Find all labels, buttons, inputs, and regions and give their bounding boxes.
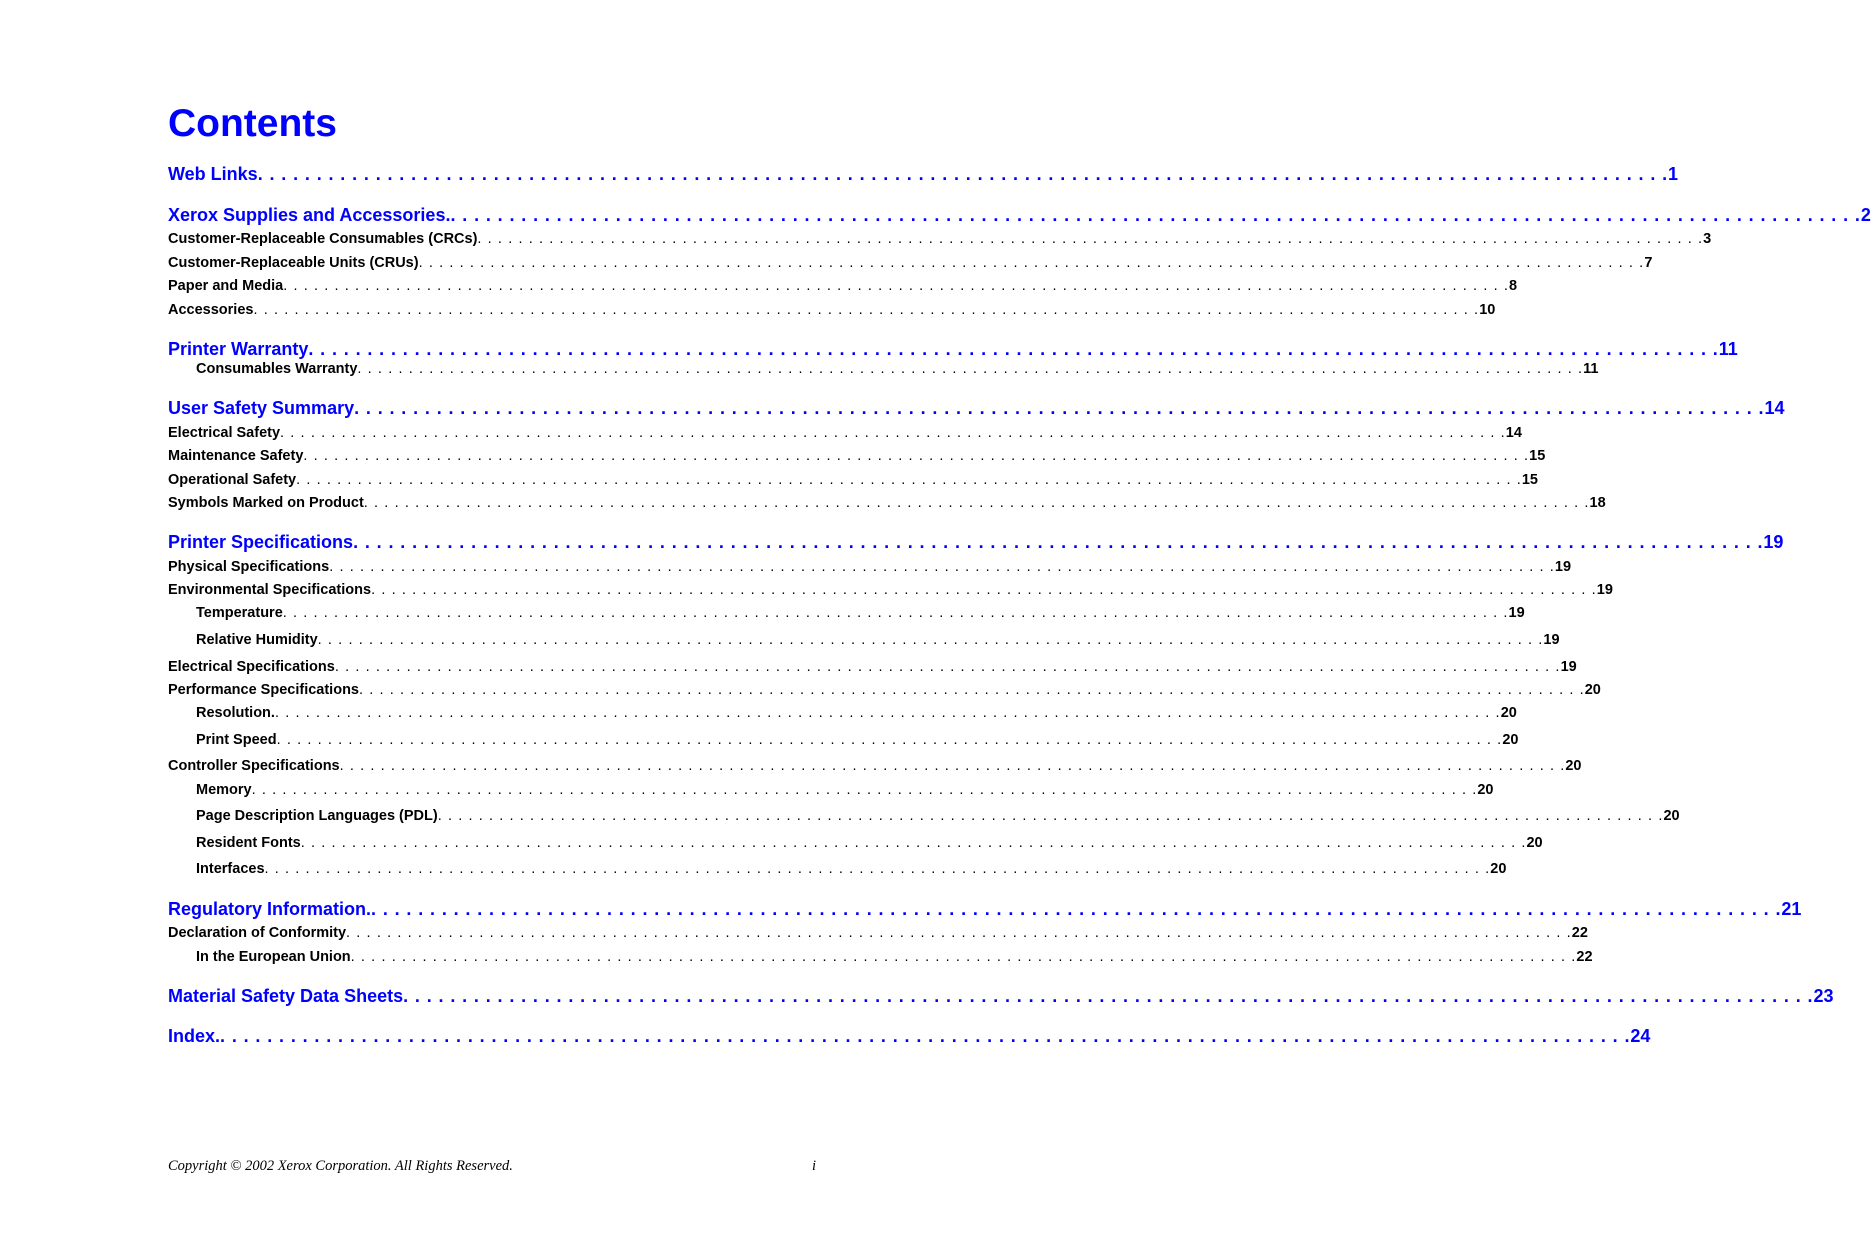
toc-entry[interactable] (168, 898, 1802, 920)
toc-entry-page-number: 19 (1596, 582, 1613, 598)
dot-leader: . . . . . . . . . . . . . . . . . . . . . . . . . . . . . . . . . . . . . . . . . . . . . . . . . . . . . . . . . . . . . . . . . . . . . . . . . . . . . . . . . . . . . . . . . . . . . . . . . . . . . . . . . . . . . . . . . . . . . . . . (282, 605, 1509, 621)
toc-entry-label: Environmental Specifications (168, 582, 372, 598)
toc-entry[interactable] (168, 163, 1679, 185)
toc-entry-label: Resolution. (196, 705, 275, 721)
dot-leader: . . . . . . . . . . . . . . . . . . . . . . . . . . . . . . . . . . . . . . . . . . . . . . . . . . . . . . . . . . . . . . . . . . . . . . . . . . . . . . . . . . . . . . . . . . . . . . . . . . . . . . . . . . . . . . . . . . . . . . . . (353, 532, 1764, 552)
toc-entry-label: Paper and Media (168, 278, 284, 294)
dot-leader: . . . . . . . . . . . . . . . . . . . . . . . . . . . . . . . . . . . . . . . . . . . . . . . . . . . . . . . . . . . . . . . . . . . . . . . . . . . . . . . . . . . . . . . . . . . . . . . . . . . . . . . . . . . . . . . . . . . . . . . . (346, 925, 1572, 941)
toc-entry[interactable] (168, 424, 1522, 442)
toc-entry[interactable] (196, 704, 1517, 722)
toc-entry[interactable] (168, 397, 1785, 419)
toc-entry-page-number: 20 (1663, 808, 1680, 824)
dot-leader: . . . . . . . . . . . . . . . . . . . . . . . . . . . . . . . . . . . . . . . . . . . . . . . . . . . . . . . . . . . . . . . . . . . . . . . . . . . . . . . . . . . . . . . . . . . . . . . . . . . . . . . . . . . . . . . . . . . . . . . . (371, 899, 1782, 919)
dot-leader: . . . . . . . . . . . . . . . . . . . . . . . . . . . . . . . . . . . . . . . . . . . . . . . . . . . . . . . . . . . . . . . . . . . . . . . . . . . . . . . . . . . . . . . . . . . . . . . . . . . . . . . . . . . . . . . . . . . . . . . . (334, 659, 1561, 675)
toc-entry-page-number: 3 (1703, 231, 1712, 247)
dot-leader: . . . . . . . . . . . . . . . . . . . . . . . . . . . . . . . . . . . . . . . . . . . . . . . . . . . . . . . . . . . . . . . . . . . . . . . . . . . . . . . . . . . . . . . . . . . . . . . . . . . . . . . . . . . . . . . . . . . . . . . . (437, 808, 1664, 824)
toc-entry[interactable] (196, 604, 1525, 622)
toc-entry[interactable] (168, 757, 1582, 775)
toc-entry-label: Print Speed (196, 732, 277, 748)
toc-entry-label: Operational Safety (168, 472, 297, 488)
toc-entry-page-number: 19 (1763, 532, 1784, 552)
toc-entry-page-number: 20 (1500, 705, 1517, 721)
toc-entry-page-number: 18 (1589, 495, 1606, 511)
toc-entry-label: Regulatory Information. (168, 899, 372, 919)
toc-entry-page-number: 22 (1576, 949, 1593, 965)
toc-entry-page-number: 23 (1813, 986, 1834, 1006)
dot-leader: . . . . . . . . . . . . . . . . . . . . . . . . . . . . . . . . . . . . . . . . . . . . . . . . . . . . . . . . . . . . . . . . . . . . . . . . . . . . . . . . . . . . . . . . . . . . . . . . . . . . . . . . . . . . . . . . . . . . . . . . (303, 448, 1530, 464)
toc-entry[interactable] (168, 204, 1871, 226)
toc-entry[interactable] (196, 807, 1680, 825)
toc-entry-page-number: 19 (1560, 659, 1577, 675)
toc-entry-label: Electrical Safety (168, 425, 281, 441)
footer-copyright: Copyright © 2002 Xerox Corporation. All Rights Reserved. (168, 1158, 513, 1174)
toc-entry[interactable] (168, 254, 1653, 272)
toc-entry[interactable] (196, 631, 1560, 649)
toc-entry-label: Xerox Supplies and Accessories. (168, 205, 451, 225)
toc-entry-label: Electrical Specifications (168, 659, 335, 675)
dot-leader: . . . . . . . . . . . . . . . . . . . . . . . . . . . . . . . . . . . . . . . . . . . . . . . . . . . . . . . . . . . . . . . . . . . . . . . . . . . . . . . . . . . . . . . . . . . . . . . . . . . . . . . . . . . . . . . . . . . . . . . . (308, 339, 1719, 359)
toc-entry-page-number: 19 (1543, 632, 1560, 648)
dot-leader: . . . . . . . . . . . . . . . . . . . . . . . . . . . . . . . . . . . . . . . . . . . . . . . . . . . . . . . . . . . . . . . . . . . . . . . . . . . . . . . . . . . . . . . . . . . . . . . . . . . . . . . . . . . . . . . . . . . . . . . . (329, 559, 1555, 575)
toc-entry[interactable] (168, 581, 1613, 599)
toc-entry[interactable] (168, 558, 1572, 576)
dot-leader: . . . . . . . . . . . . . . . . . . . . . . . . . . . . . . . . . . . . . . . . . . . . . . . . . . . . . . . . . . . . . . . . . . . . . . . . . . . . . . . . . . . . . . . . . . . . . . . . . . . . . . . . . . . . . . . . . . . . . . . . (296, 472, 1522, 488)
toc-entry-page-number: 20 (1490, 861, 1507, 877)
toc-entry-label: User Safety Summary (168, 398, 355, 418)
toc-entry-page-number: 20 (1565, 758, 1582, 774)
toc-entry-label: Memory (196, 782, 252, 798)
toc-entry-page-number: 11 (1583, 361, 1599, 377)
dot-leader: . . . . . . . . . . . . . . . . . . . . . . . . . . . . . . . . . . . . . . . . . . . . . . . . . . . . . . . . . . . . . . . . . . . . . . . . . . . . . . . . . . . . . . . . . . . . . . . . . . . . . . . . . . . . . . . . . . . . . . . . (280, 425, 1506, 441)
dot-leader: . . . . . . . . . . . . . . . . . . . . . . . . . . . . . . . . . . . . . . . . . . . . . . . . . . . . . . . . . . . . . . . . . . . . . . . . . . . . . . . . . . . . . . . . . . . . . . . . . . . . . . . . . . . . . . . . . . . . . . . . (264, 861, 1491, 877)
toc-entry-label: Physical Specifications (168, 559, 330, 575)
toc-entry-page-number: 20 (1526, 835, 1543, 851)
toc-entry-page-number: 14 (1764, 398, 1785, 418)
dot-leader: . . . . . . . . . . . . . . . . . . . . . . . . . . . . . . . . . . . . . . . . . . . . . . . . . . . . . . . . . . . . . . . . . . . . . . . . . . . . . . . . . . . . . . . . . . . . . . . . . . . . . . . . . . . . . . . . . . . . . . . . (317, 632, 1544, 648)
toc-entry-page-number: 19 (1554, 559, 1572, 575)
toc-entry[interactable] (168, 338, 1738, 360)
toc-entry-label: Customer-Replaceable Consumables (CRCs) (168, 231, 478, 247)
toc-entry-label: Temperature (196, 605, 283, 621)
toc-entry-label: Material Safety Data Sheets (168, 986, 404, 1006)
dot-leader: . . . . . . . . . . . . . . . . . . . . . . . . . . . . . . . . . . . . . . . . . . . . . . . . . . . . . . . . . . . . . . . . . . . . . . . . . . . . . . . . . . . . . . . . . . . . . . . . . . . . . . . . . . . . . . . . . . . . . . . . (274, 705, 1501, 721)
toc-entry-page-number: 1 (1668, 164, 1679, 184)
toc-entry[interactable] (196, 360, 1599, 378)
toc-entry[interactable] (168, 301, 1496, 319)
toc-entry-page-number: 20 (1584, 682, 1601, 698)
dot-leader: . . . . . . . . . . . . . . . . . . . . . . . . . . . . . . . . . . . . . . . . . . . . . . . . . . . . . . . . . . . . . . . . . . . . . . . . . . . . . . . . . . . . . . . . . . . . . . . . . . . . . . . . . . . . . . . . . . . . . . . . (363, 495, 1590, 511)
toc-entry-label: Controller Specifications (168, 758, 340, 774)
toc-entry-label: Consumables Warranty (196, 361, 358, 377)
dot-leader: . . . . . . . . . . . . . . . . . . . . . . . . . . . . . . . . . . . . . . . . . . . . . . . . . . . . . . . . . . . . . . . . . . . . . . . . . . . . . . . . . . . . . . . . . . . . . . . . . . . . . . . . . . . . . . . . . . . . . . . . (350, 949, 1577, 965)
toc-entry-page-number: 2 (1860, 205, 1871, 225)
toc-entry-label: Page Description Languages (PDL) (196, 808, 438, 824)
toc-entry-page-number: 21 (1781, 899, 1802, 919)
dot-leader: . . . . . . . . . . . . . . . . . . . . . . . . . . . . . . . . . . . . . . . . . . . . . . . . . . . . . . . . . . . . . . . . . . . . . . . . . . . . . . . . . . . . . . . . . . . . . . . . . . . . . . . . . . . . . . . . . . . . . . . . (257, 164, 1669, 184)
dot-leader: . . . . . . . . . . . . . . . . . . . . . . . . . . . . . . . . . . . . . . . . . . . . . . . . . . . . . . . . . . . . . . . . . . . . . . . . . . . . . . . . . . . . . . . . . . . . . . . . . . . . . . . . . . . . . . . . . . . . . . . . (477, 231, 1704, 247)
toc-entry[interactable] (196, 834, 1543, 852)
dot-leader: . . . . . . . . . . . . . . . . . . . . . . . . . . . . . . . . . . . . . . . . . . . . . . . . . . . . . . . . . . . . . . . . . . . . . . . . . . . . . . . . . . . . . . . . . . . . . . . . . . . . . . . . . . . . . . . . . . . . . . . . (371, 582, 1597, 598)
footer-page-number: i (811, 1158, 816, 1174)
toc-entry-page-number: 14 (1505, 425, 1522, 441)
toc-entry-page-number: 19 (1508, 605, 1525, 621)
toc-entry[interactable] (168, 230, 1712, 248)
toc-entry[interactable] (168, 1025, 1651, 1047)
dot-leader: . . . . . . . . . . . . . . . . . . . . . . . . . . . . . . . . . . . . . . . . . . . . . . . . . . . . . . . . . . . . . . . . . . . . . . . . . . . . . . . . . . . . . . . . . . . . . . . . . . . . . . . . . . . . . . . . . . . . . . . . (300, 835, 1527, 851)
dot-leader: . . . . . . . . . . . . . . . . . . . . . . . . . . . . . . . . . . . . . . . . . . . . . . . . . . . . . . . . . . . . . . . . . . . . . . . . . . . . . . . . . . . . . . . . . . . . . . . . . . . . . . . . . . . . . . . . . . . . . . . . (253, 302, 1480, 318)
toc-entry[interactable] (168, 471, 1538, 489)
toc-entry-page-number: 20 (1502, 732, 1519, 748)
dot-leader: . . . . . . . . . . . . . . . . . . . . . . . . . . . . . . . . . . . . . . . . . . . . . . . . . . . . . . . . . . . . . . . . . . . . . . . . . . . . . . . . . . . . . . . . . . . . . . . . . . . . . . . . . . . . . . . . . . . . . . . . (354, 398, 1765, 418)
toc-entry[interactable] (196, 860, 1507, 878)
toc-entry-page-number: 15 (1521, 472, 1538, 488)
toc-entry-label: Symbols Marked on Product (168, 495, 364, 511)
toc-entry-label: Interfaces (196, 861, 265, 877)
toc-entry-label: Resident Fonts (196, 835, 301, 851)
toc-entry[interactable] (168, 277, 1518, 295)
toc-entry[interactable] (168, 924, 1588, 942)
toc-entry[interactable] (168, 681, 1601, 699)
dot-leader: . . . . . . . . . . . . . . . . . . . . . . . . . . . . . . . . . . . . . . . . . . . . . . . . . . . . . . . . . . . . . . . . . . . . . . . . . . . . . . . . . . . . . . . . . . . . . . . . . . . . . . . . . . . . . . . . . . . . . . . . (339, 758, 1566, 774)
dot-leader: . . . . . . . . . . . . . . . . . . . . . . . . . . . . . . . . . . . . . . . . . . . . . . . . . . . . . . . . . . . . . . . . . . . . . . . . . . . . . . . . . . . . . . . . . . . . . . . . . . . . . . . . . . . . . . . . . . . . . . . . (403, 986, 1814, 1006)
dot-leader: . . . . . . . . . . . . . . . . . . . . . . . . . . . . . . . . . . . . . . . . . . . . . . . . . . . . . . . . . . . . . . . . . . . . . . . . . . . . . . . . . . . . . . . . . . . . . . . . . . . . . . . . . . . . . . . . . . . . . . . . (276, 732, 1503, 748)
toc-entry-page-number: 10 (1479, 302, 1496, 318)
dot-leader: . . . . . . . . . . . . . . . . . . . . . . . . . . . . . . . . . . . . . . . . . . . . . . . . . . . . . . . . . . . . . . . . . . . . . . . . . . . . . . . . . . . . . . . . . . . . . . . . . . . . . . . . . . . . . . . . . . . . . . . . (220, 1026, 1631, 1046)
toc-entry-label: Printer Specifications (168, 532, 354, 552)
toc-entry[interactable] (196, 731, 1519, 749)
dot-leader: . . . . . . . . . . . . . . . . . . . . . . . . . . . . . . . . . . . . . . . . . . . . . . . . . . . . . . . . . . . . . . . . . . . . . . . . . . . . . . . . . . . . . . . . . . . . . . . . . . . . . . . . . . . . . . . . . . . . . . . . (359, 682, 1585, 698)
toc-entry[interactable] (168, 985, 1834, 1007)
toc-entry-label: Index. (168, 1026, 221, 1046)
toc-entry-page-number: 8 (1508, 278, 1518, 294)
toc-entry-page-number: 11 (1718, 339, 1738, 359)
toc-entry[interactable] (196, 781, 1494, 799)
page-title: Contents (168, 102, 337, 145)
dot-leader: . . . . . . . . . . . . . . . . . . . . . . . . . . . . . . . . . . . . . . . . . . . . . . . . . . . . . . . . . . . . . . . . . . . . . . . . . . . . . . . . . . . . . . . . . . . . . . . . . . . . . . . . . . . . . . . . . . . . . . . . (450, 205, 1861, 225)
toc-entry-label: Performance Specifications (168, 682, 359, 698)
toc-entry[interactable] (168, 447, 1546, 465)
toc-entry[interactable] (168, 494, 1606, 512)
toc-entry-label: Accessories (168, 302, 254, 318)
toc-entry-page-number: 24 (1630, 1026, 1651, 1046)
toc-entry[interactable] (168, 658, 1577, 676)
toc-entry[interactable] (196, 948, 1593, 966)
dot-leader: . . . . . . . . . . . . . . . . . . . . . . . . . . . . . . . . . . . . . . . . . . . . . . . . . . . . . . . . . . . . . . . . . . . . . . . . . . . . . . . . . . . . . . . . . . . . . . . . . . . . . . . . . . . . . . . . . . . . . . . . (357, 361, 1584, 377)
toc-entry-page-number: 20 (1477, 782, 1494, 798)
toc-entry-page-number: 22 (1571, 925, 1588, 941)
toc-entry-label: Printer Warranty (168, 339, 309, 359)
dot-leader: . . . . . . . . . . . . . . . . . . . . . . . . . . . . . . . . . . . . . . . . . . . . . . . . . . . . . . . . . . . . . . . . . . . . . . . . . . . . . . . . . . . . . . . . . . . . . . . . . . . . . . . . . . . . . . . . . . . . . . . . (418, 255, 1645, 271)
dot-leader: . . . . . . . . . . . . . . . . . . . . . . . . . . . . . . . . . . . . . . . . . . . . . . . . . . . . . . . . . . . . . . . . . . . . . . . . . . . . . . . . . . . . . . . . . . . . . . . . . . . . . . . . . . . . . . . . . . . . . . . . (251, 782, 1478, 798)
toc-entry-label: Relative Humidity (196, 632, 318, 648)
toc-entry-page-number: 15 (1529, 448, 1546, 464)
dot-leader: . . . . . . . . . . . . . . . . . . . . . . . . . . . . . . . . . . . . . . . . . . . . . . . . . . . . . . . . . . . . . . . . . . . . . . . . . . . . . . . . . . . . . . . . . . . . . . . . . . . . . . . . . . . . . . . . . . . . . . . . (283, 278, 1509, 294)
toc-entry[interactable] (168, 531, 1784, 553)
toc-entry-label: In the European Union (196, 949, 351, 965)
toc-entry-label: Customer-Replaceable Units (CRUs) (168, 255, 419, 271)
toc-entry-label: Declaration of Conformity (168, 925, 347, 941)
toc-entry-label: Maintenance Safety (168, 448, 304, 464)
toc-entry-page-number: 7 (1644, 255, 1653, 271)
toc-entry-label: Web Links (168, 164, 258, 184)
